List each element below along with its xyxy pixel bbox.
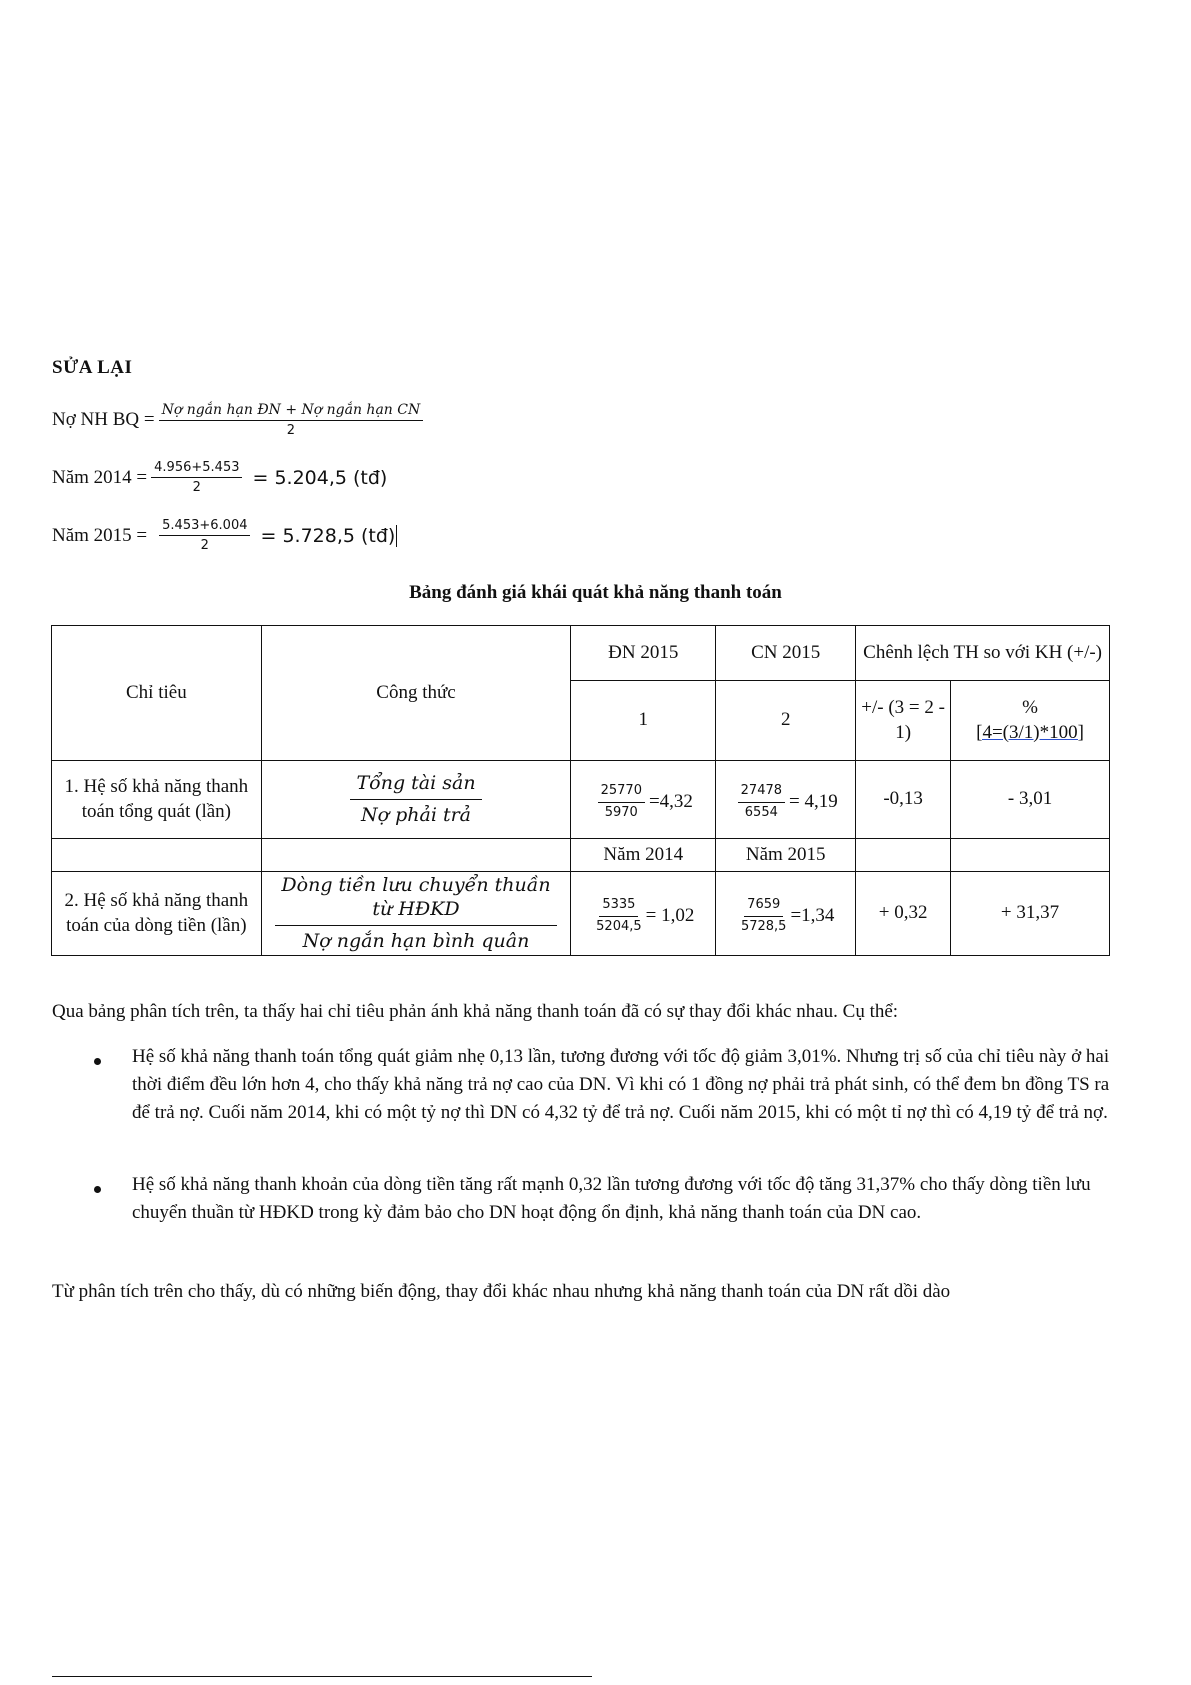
header-chenh-lech: Chênh lệch TH so với KH (+/-) (856, 626, 1110, 681)
row1-cn-num: 27478 (738, 783, 785, 803)
table-title: Bảng đánh giá khái quát khả năng thanh toán (409, 582, 782, 603)
formula-denominator: 2 (286, 423, 296, 438)
row2-2015-den: 5728,5 (740, 919, 787, 935)
row2-formula (261, 872, 571, 956)
table-row-2 (52, 872, 1110, 956)
year-2015-numerator: 5.453+6.004 (159, 518, 250, 536)
year-2014-result: = 5.204,5 (tđ) (252, 466, 388, 489)
header-col-4-formula: [4=(3/1)*100] (976, 721, 1084, 743)
year-2014-numerator: 4.956+5.453 (151, 460, 242, 478)
row1-diff: -0,13 (856, 761, 951, 839)
intro-paragraph: Qua bảng phân tích trên, ta thấy hai chỉ tiêu phản ánh khả năng thanh toán đã có sự thay đổi khác nhau. Cụ thể: (52, 1001, 899, 1022)
header-col-4 (951, 681, 1110, 761)
row2-name: 2. Hệ số khả năng thanh toán của dòng tiền (lần) (52, 872, 262, 956)
row2-2015-result: =1,34 (790, 905, 835, 927)
row2-2015 (716, 872, 856, 956)
header-col-3: +/- (3 = 2 - 1) (856, 681, 951, 761)
header-cong-thuc: Công thức (261, 626, 571, 761)
row1-cn-den: 6554 (744, 805, 778, 820)
row2-pct: + 31,37 (951, 872, 1110, 956)
subheader-2014: Năm 2014 (571, 839, 716, 872)
table-row-1 (52, 761, 1110, 839)
row2-2014 (571, 872, 716, 956)
row1-formula-fraction (350, 771, 481, 827)
bullet-dot-icon (94, 1186, 101, 1193)
row1-dn-result: =4,32 (648, 791, 693, 813)
text-cursor (396, 525, 397, 547)
bullet-item-2: Hệ số khả năng thanh khoản của dòng tiền tăng rất mạnh 0,32 lần tương đương với tốc độ tăng 31,37% cho thấy dòng tiền lưu chuyển thuần từ HĐKD trong kỳ đảm bảo cho DN hoạt động ổn định, khả năng thanh toán của DN cao. (132, 1174, 1091, 1223)
year-2015-label: Năm 2015 = (52, 524, 148, 546)
table-subheader-row (52, 839, 1110, 872)
header-col-1: 1 (571, 681, 716, 761)
section-heading: SỬA LẠI (52, 357, 133, 378)
footer-divider (52, 1676, 592, 1677)
year-2015-result: = 5.728,5 (tđ) (260, 524, 396, 547)
year-2014-label: Năm 2014 = (52, 466, 148, 488)
row1-dn-num: 25770 (598, 783, 645, 803)
table-header-row (52, 626, 1110, 681)
row1-formula (261, 761, 571, 839)
row2-formula-den: Nợ ngắn hạn bình quân (302, 929, 530, 952)
formula-numerator: Nợ ngắn hạn ĐN + Nợ ngắn hạn CN (159, 402, 424, 421)
header-cn-2015: CN 2015 (716, 626, 856, 681)
row1-cn-result: = 4,19 (789, 791, 838, 813)
year-2015-denominator: 2 (200, 538, 209, 553)
subheader-2015: Năm 2015 (716, 839, 856, 872)
row2-formula-num-2: từ HĐKD (372, 897, 460, 920)
row2-formula-num-1: Dòng tiền lưu chuyển thuần (281, 874, 551, 896)
header-chi-tieu: Chỉ tiêu (52, 626, 262, 761)
year-2014-denominator: 2 (192, 480, 201, 495)
row2-2014-result: = 1,02 (645, 905, 695, 927)
row2-2014-num: 5335 (599, 897, 638, 917)
row1-name: 1. Hệ số khả năng thanh toán tổng quát (lần) (52, 761, 262, 839)
formula-lhs: Nợ NH BQ = (52, 409, 155, 430)
year-2015-fraction (159, 518, 250, 553)
conclusion-paragraph: Từ phân tích trên cho thấy, dù có những biến động, thay đổi khác nhau nhưng khả năng thanh toán của DN rất dồi dào (52, 1281, 951, 1302)
row2-formula-fraction (275, 874, 556, 953)
bullet-dot-icon (94, 1058, 101, 1065)
row2-2014-den: 5204,5 (596, 919, 642, 935)
bullet-item-1: Hệ số khả năng thanh toán tổng quát giảm nhẹ 0,13 lần, tương đương với tốc độ giảm 3,01%. Nhưng trị số của chỉ tiêu này ở hai thời điểm đều lớn hơn 4, cho thấy khả năng trả nợ cao của DN. Vì khi có 1 đồng nợ phải trả phát sinh, có thể đem bn đồng TS ra để trả nợ. Cuối năm 2014, khi có một tỷ nợ thì DN có 4,32 tỷ để trả nợ. Cuối năm 2015, khi có một tỉ nợ thì có 4,19 tỷ để trả nợ. (132, 1046, 1110, 1123)
row1-dn-den: 5970 (604, 805, 638, 820)
formula-fraction (159, 402, 424, 438)
row1-formula-num: Tổng tài sản (350, 771, 481, 800)
year-2014-calc (52, 460, 387, 495)
payment-capacity-table (51, 625, 1110, 956)
header-dn-2015: ĐN 2015 (571, 626, 716, 681)
row1-cn (716, 761, 856, 839)
year-2015-calc (52, 518, 397, 553)
row1-dn (571, 761, 716, 839)
year-2014-fraction (151, 460, 242, 495)
row1-formula-den: Nợ phải trả (361, 804, 471, 826)
header-col-4-pct: % (1022, 696, 1038, 718)
avg-debt-formula (52, 402, 427, 438)
row2-2015-num: 7659 (744, 897, 783, 917)
header-col-2: 2 (716, 681, 856, 761)
row2-diff: + 0,32 (856, 872, 951, 956)
row1-pct: - 3,01 (951, 761, 1110, 839)
